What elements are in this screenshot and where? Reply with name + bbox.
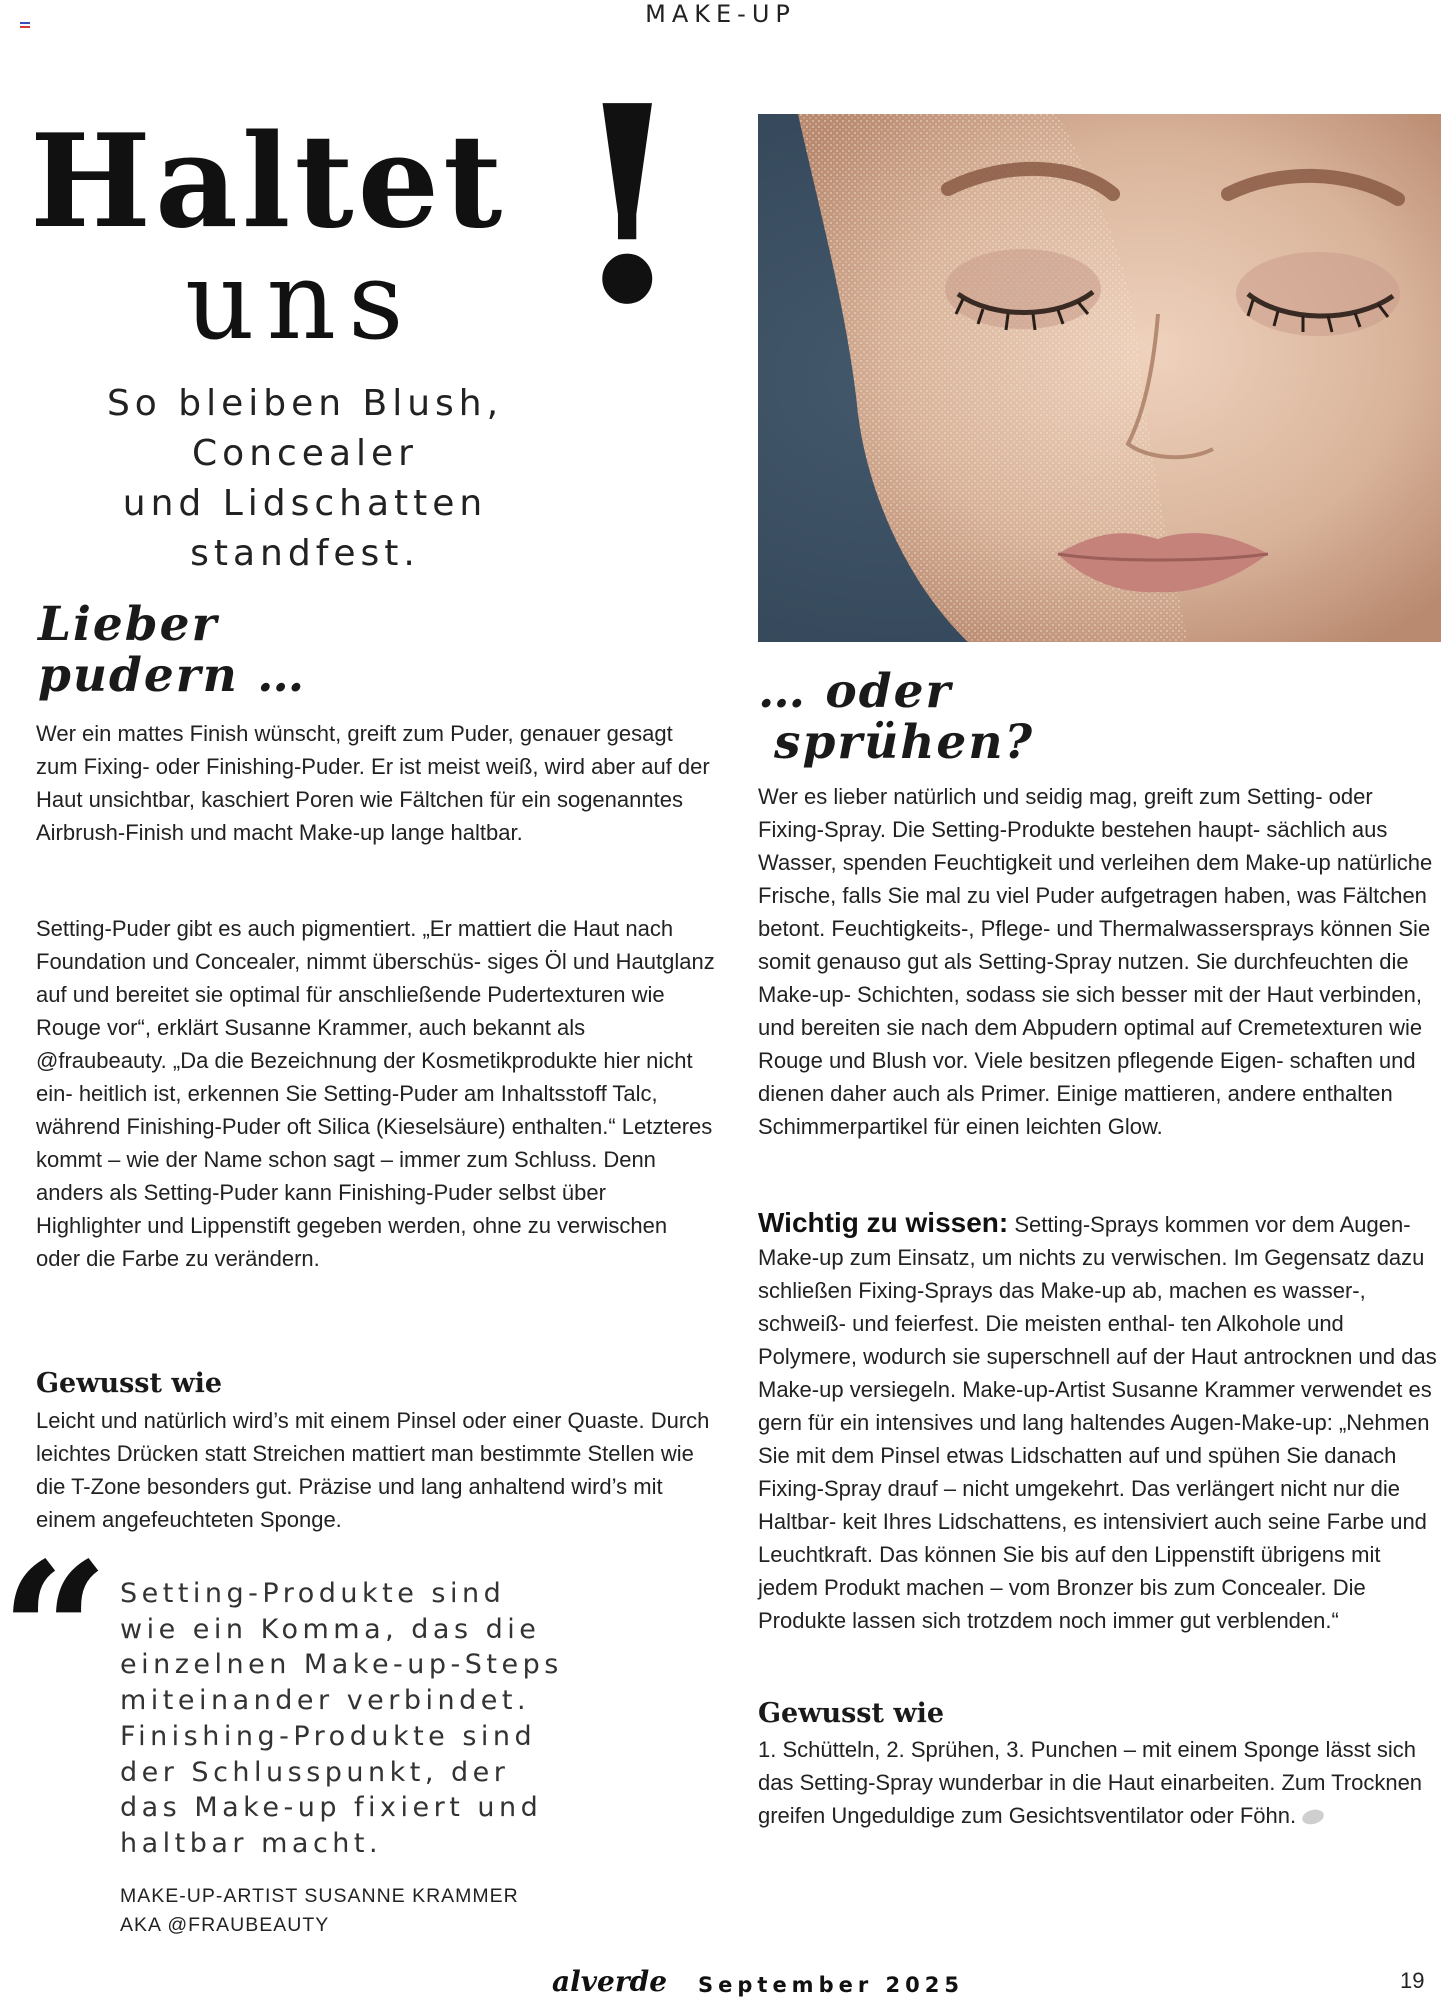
subline-2: Concealer <box>192 433 418 474</box>
text-line: sich das Setting-Spray wunderbar in die Haut einarbeiten. <box>758 1737 1416 1795</box>
text-line: lang haltendes Augen-Make-up: „Nehmen Sie mit dem Pinsel <box>758 1410 1430 1468</box>
quote-line: Finishing-Produkte sind <box>120 1720 537 1752</box>
quote-line: haltbar macht. <box>120 1827 383 1859</box>
text-line: drauf – nicht umgekehrt. Das verlängert nicht nur die Haltbar- <box>758 1476 1400 1534</box>
heading-pudern-line-2: pudern … <box>38 647 307 703</box>
heading-spruehen-line-2: sprühen? <box>774 714 1035 770</box>
text-line: und macht Make-up lange haltbar. <box>190 820 523 845</box>
attribution-line-2: AKA @FRAUBEAUTY <box>120 1914 330 1936</box>
headline-exclamation: ! <box>568 46 687 364</box>
subline-4: standfest. <box>190 533 420 574</box>
text-line: bereiten sie nach dem Abpudern optimal auf Cremetexturen <box>800 1015 1383 1040</box>
text-line: Augen-Make-up zum Einsatz, um nichts zu verwischen. Im <box>758 1212 1411 1270</box>
quote-mark-icon: “ <box>0 1521 110 1744</box>
section-label: MAKE-UP <box>645 0 796 28</box>
text-line: Quaste. Durch leichtes Drücken statt Streichen mattiert man <box>36 1408 710 1466</box>
important-first-line <box>758 1207 1335 1238</box>
text-line: Haut nach Foundation und Concealer, nimmt überschüs- <box>36 916 674 974</box>
text-line: gut als Setting-Spray nutzen. Sie durchfeuchten die Make-up- <box>758 949 1409 1007</box>
text-line: bestimmte Stellen wie die T-Zone besonders gut. Präzise und <box>36 1441 694 1499</box>
heading-spruehen-line-1: … oder <box>758 664 953 719</box>
quote-line: miteinander verbindet. <box>120 1685 531 1717</box>
left-paragraph-2 <box>36 912 716 1275</box>
text-line: aufgetragen haben, was Fältchen betont. Feuchtigkeits-, <box>758 883 1427 941</box>
end-mark-icon <box>1301 1808 1326 1827</box>
left-tip-text <box>36 1404 716 1536</box>
text-line: meist weiß, wird aber auf der Haut unsichtbar, kaschiert <box>36 754 710 812</box>
text-line: Zum Trocknen greifen Ungeduldige zum Gesichtsventilator <box>758 1770 1423 1828</box>
text-line: immer zum Schluss. Denn anders als Setting-Puder kann <box>36 1147 656 1205</box>
text-line: Haut antrocknen und das Make-up versiegeln. Make-up-Artist <box>758 1344 1437 1402</box>
text-line: Leuchtkraft. Das können Sie bis auf den Lippenstift übrigens mit <box>758 1542 1381 1567</box>
text-line: Susanne Krammer verwendet es gern für ein intensives und <box>758 1377 1432 1435</box>
text-line: ten Alkohole und Polymere, wodurch sie superschnell auf der <box>758 1311 1344 1369</box>
attribution-line-1: MAKE-UP-ARTIST SUSANNE KRAMMER <box>120 1885 519 1907</box>
text-line: keit Ihres Lidschattens, es intensiviert auch seine Farbe und <box>842 1509 1427 1534</box>
headline-sub: uns <box>185 239 416 364</box>
text-line: wie Rouge und Blush vor. Viele besitzen pflegende Eigen- <box>758 1015 1423 1073</box>
text-line: andere enthalten Schimmerpartikel für einen leichten Glow. <box>758 1081 1393 1139</box>
text-line: Wer es lieber natürlich und seidig mag, greift zum Setting- <box>758 784 1323 809</box>
issue-date: September 2025 <box>698 1973 964 1997</box>
text-line: die Bezeichnung der Kosmetikprodukte hier nicht ein- <box>36 1048 693 1106</box>
quote-attribution <box>120 1882 519 1940</box>
text-line-last <box>1190 1803 1324 1828</box>
heading-pudern <box>38 597 307 703</box>
text-line: Setting-Puder gibt es auch pigmentiert. „Er mattiert die <box>36 916 567 941</box>
headline-main: Haltet <box>30 107 507 257</box>
text-line: verändern. <box>214 1246 320 1271</box>
text-line: Leicht und natürlich wird’s mit einem Pinsel oder einer <box>36 1408 562 1433</box>
text-line: Gegensatz dazu schließen Fixing-Sprays das Make-up ab, <box>758 1245 1425 1303</box>
text-line: 1. Schütteln, 2. Sprühen, 3. Punchen – mit einem Sponge lässt <box>758 1737 1371 1762</box>
text-line: jedem Produkt machen – vom Bronzer bis zum Concealer. Die <box>758 1575 1366 1600</box>
text-line: Susanne Krammer, auch bekannt als @fraubeauty. „Da <box>36 1015 586 1073</box>
hero-photo <box>758 114 1441 642</box>
right-paragraph-1 <box>758 780 1438 1143</box>
text-line: oder Fixing-Spray. Die Setting-Produkte bestehen haupt- <box>758 784 1373 842</box>
text-line: heitlich ist, erkennen Sie Setting-Puder am Inhaltsstoff <box>78 1081 607 1106</box>
text-line: Schichten, sodass sie sich besser mit der Haut verbinden, und <box>758 982 1422 1040</box>
page-number: 19 <box>1400 1968 1425 1993</box>
text-line: machen es wasser-, schweiß- und feierfest. Die meisten enthal- <box>758 1278 1366 1336</box>
text-line: Pflege- und Thermalwassersprays können Sie somit genauso <box>758 916 1431 974</box>
right-important <box>758 1206 1438 1637</box>
important-label: Wichtig zu wissen: <box>758 1207 1009 1238</box>
right-tip-heading: Gewusst wie <box>758 1698 945 1729</box>
subline-3: und Lidschatten <box>122 483 488 524</box>
right-tip-text <box>758 1733 1438 1832</box>
text-line: siges Öl und Hautglanz auf und bereitet sie optimal für <box>36 949 715 1007</box>
pull-quote <box>120 1576 563 1862</box>
last-text: oder Föhn. <box>1189 1803 1297 1828</box>
text-line: enthalten.“ Letzteres kommt – wie der Name schon sagt – <box>36 1114 713 1172</box>
heading-spruehen <box>758 664 1035 770</box>
quote-line: Setting-Produkte sind <box>120 1578 506 1609</box>
text-line: Finishing-Puder selbst über Highlighter und Lippenstift <box>36 1180 606 1238</box>
text-line: etwas Lidschatten auf und spühen Sie danach Fixing-Spray <box>758 1443 1397 1501</box>
subline-1: So bleiben Blush, <box>106 383 504 424</box>
important-first-text: Setting-Sprays kommen vor dem <box>1008 1212 1335 1237</box>
quote-line: einzelnen Make-up-Steps <box>120 1649 563 1681</box>
text-line: sächlich aus Wasser, spenden Feuchtigkeit und verleihen <box>758 817 1388 875</box>
text-line: Produkte lassen sich trotzdem noch immer gut verblenden.“ <box>758 1608 1339 1633</box>
face-illustration <box>758 114 1441 642</box>
text-line: dem Make-up natürliche Frische, falls Sie mal zu viel Puder <box>758 850 1433 908</box>
text-line: schaften und dienen daher auch als Primer. Einige mattieren, <box>758 1048 1416 1106</box>
brand-logo: alverde <box>552 1965 668 1998</box>
text-line: Talc, während Finishing-Puder oft Silica (Kieselsäure) <box>36 1081 658 1139</box>
text-line: Poren wie Fältchen für ein sogenanntes Airbrush-Finish <box>36 787 683 845</box>
text-line: genauer gesagt zum Fixing- oder Finishing-Puder. Er ist <box>36 721 673 779</box>
text-line: lang anhaltend wird’s mit einem angefeuchteten Sponge. <box>36 1474 663 1532</box>
text-line: gegeben werden, ohne zu verwischen oder die Farbe zu <box>36 1213 668 1271</box>
left-paragraph-1 <box>36 717 716 849</box>
text-line: anschließende Pudertexturen wie Rouge vor“, erklärt <box>36 982 665 1040</box>
heading-pudern-line-1: Lieber <box>38 597 219 652</box>
quote-line: das Make-up fixiert und <box>120 1792 543 1824</box>
text-line: Wer ein mattes Finish wünscht, greift zum Puder, <box>36 721 514 746</box>
left-tip-heading: Gewusst wie <box>36 1368 223 1399</box>
quote-line: der Schlusspunkt, der <box>120 1756 510 1788</box>
quote-line: wie ein Komma, das die <box>120 1613 541 1645</box>
